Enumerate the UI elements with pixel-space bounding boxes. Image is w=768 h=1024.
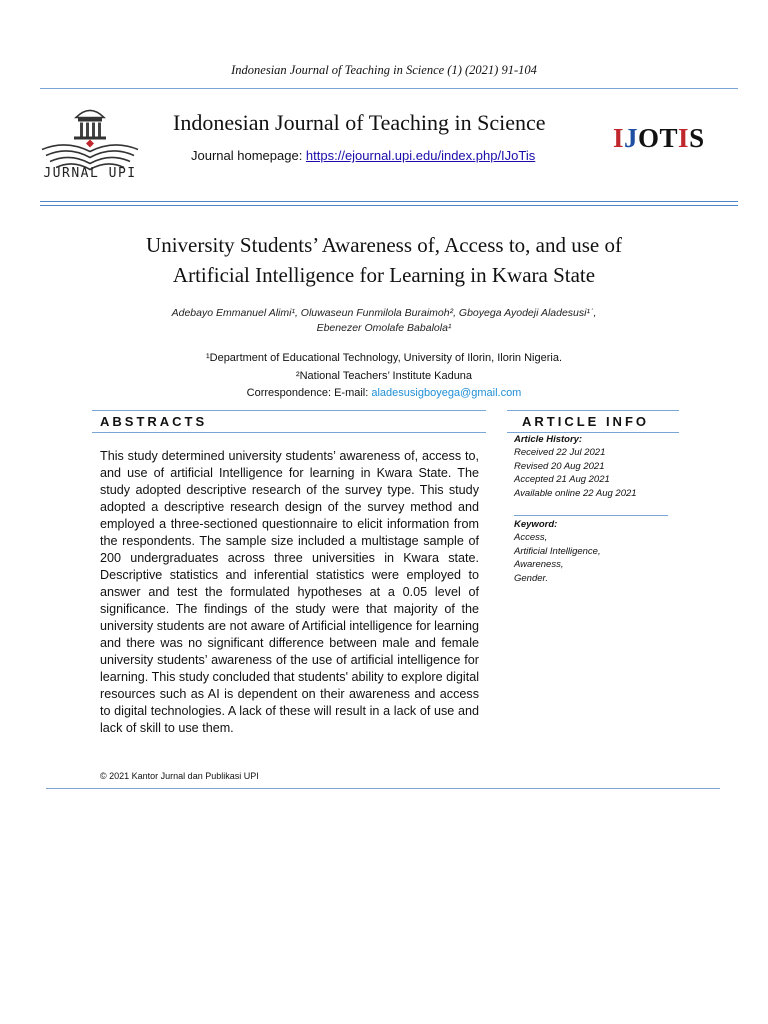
brand-letter: I (613, 123, 625, 153)
keyword-item: Awareness, (514, 559, 564, 571)
article-title (60, 230, 708, 290)
affiliation-1: ¹Department of Educational Technology, University of Ilorin, Ilorin Nigeria. (205, 352, 563, 364)
homepage-label: Journal homepage: (191, 148, 306, 163)
available-date: Available online 22 Aug 2021 (514, 487, 637, 499)
article-history (514, 433, 637, 500)
running-head: Indonesian Journal of Teaching in Science (1) (2021) 91-104 (231, 63, 537, 77)
article-info-divider (514, 515, 668, 516)
accepted-date: Accepted 21 Aug 2021 (514, 474, 610, 486)
brand-letter: T (659, 123, 679, 153)
abstract-top-rule (92, 410, 486, 411)
logo-caption: JURNAL UPI (43, 166, 137, 181)
keyword-label: Keyword: (514, 519, 558, 530)
correspondence-email[interactable]: aladesusigboyega@gmail.com (371, 387, 522, 399)
received-date: Received 22 Jul 2021 (514, 447, 606, 459)
journal-homepage (191, 148, 535, 163)
journal-name: Indonesian Journal of Teaching in Science (173, 110, 546, 135)
keyword-item: Artificial Intelligence, (514, 545, 601, 557)
affiliations (90, 350, 678, 403)
brand-letter: O (638, 123, 660, 153)
article-title-line-2: Artificial Intelligence for Learning in Kwara State (172, 263, 596, 287)
revised-date: Revised 20 Aug 2021 (514, 460, 605, 472)
article-info-heading: ARTICLE INFO (522, 414, 649, 429)
brand-letter: I (678, 123, 690, 153)
authors (90, 306, 678, 336)
affiliation-2: ²National Teachers’ Institute Kaduna (295, 369, 473, 382)
abstract-heading: ABSTRACTS (100, 414, 208, 429)
authors-line-2: Ebenezer Omolafe Babalola¹ (316, 322, 452, 334)
copyright: © 2021 Kantor Jurnal dan Publikasi UPI (100, 771, 259, 781)
header-bottom-rule (40, 201, 738, 206)
footer-rule (46, 788, 720, 789)
article-title-line-1: University Students’ Awareness of, Access to, and use of (146, 233, 622, 257)
keyword-item: Gender. (514, 572, 548, 584)
authors-line-1: Adebayo Emmanuel Alimi¹, Oluwaseun Funmilola Buraimoh², Gboyega Ayodeji Aladesusi¹˙, (171, 307, 597, 319)
keywords (514, 518, 601, 585)
article-info-top-rule (507, 410, 679, 411)
brand-letter: S (689, 123, 705, 153)
homepage-link[interactable]: https://ejournal.upi.edu/index.php/IJoTis (305, 148, 536, 163)
keyword-item: Access, (514, 532, 548, 544)
correspondence (90, 385, 678, 403)
abstract-text: This study determined university students’ awareness of, access to, and use of artificial Intelligence for learning in Kwara State. The study adopted descriptive research of the survey type. This study adopted a descriptive research design of the survey method and employed a three-sectioned questionnaire to elicit information from the respondents. The sample size included a multistage sample of 200 undergraduates across three universities in Kwara state. Descriptive statistics and inferential statistics were employed to answer and test the formulated hypotheses at a 0.05 level of significance. The findings of the study were that majority of the university students are not aware of Artificial intelligence for learning and there was no significant difference between male and female university students’ awareness of the use of artificial intelligence for learning. This study concluded that students' ability to explore digital resources such as AI is dependent on their awareness and access to digital technologies. A lack of these will result in a lack of use and lack of skill to use them. (100, 449, 479, 735)
article-history-label: Article History: (514, 434, 583, 445)
ijotis-brand (613, 123, 705, 154)
correspondence-label: Correspondence: E-mail: (246, 387, 372, 399)
abstract-bottom-rule (92, 432, 486, 433)
header-top-rule (40, 88, 738, 89)
brand-letter: J (624, 123, 639, 153)
